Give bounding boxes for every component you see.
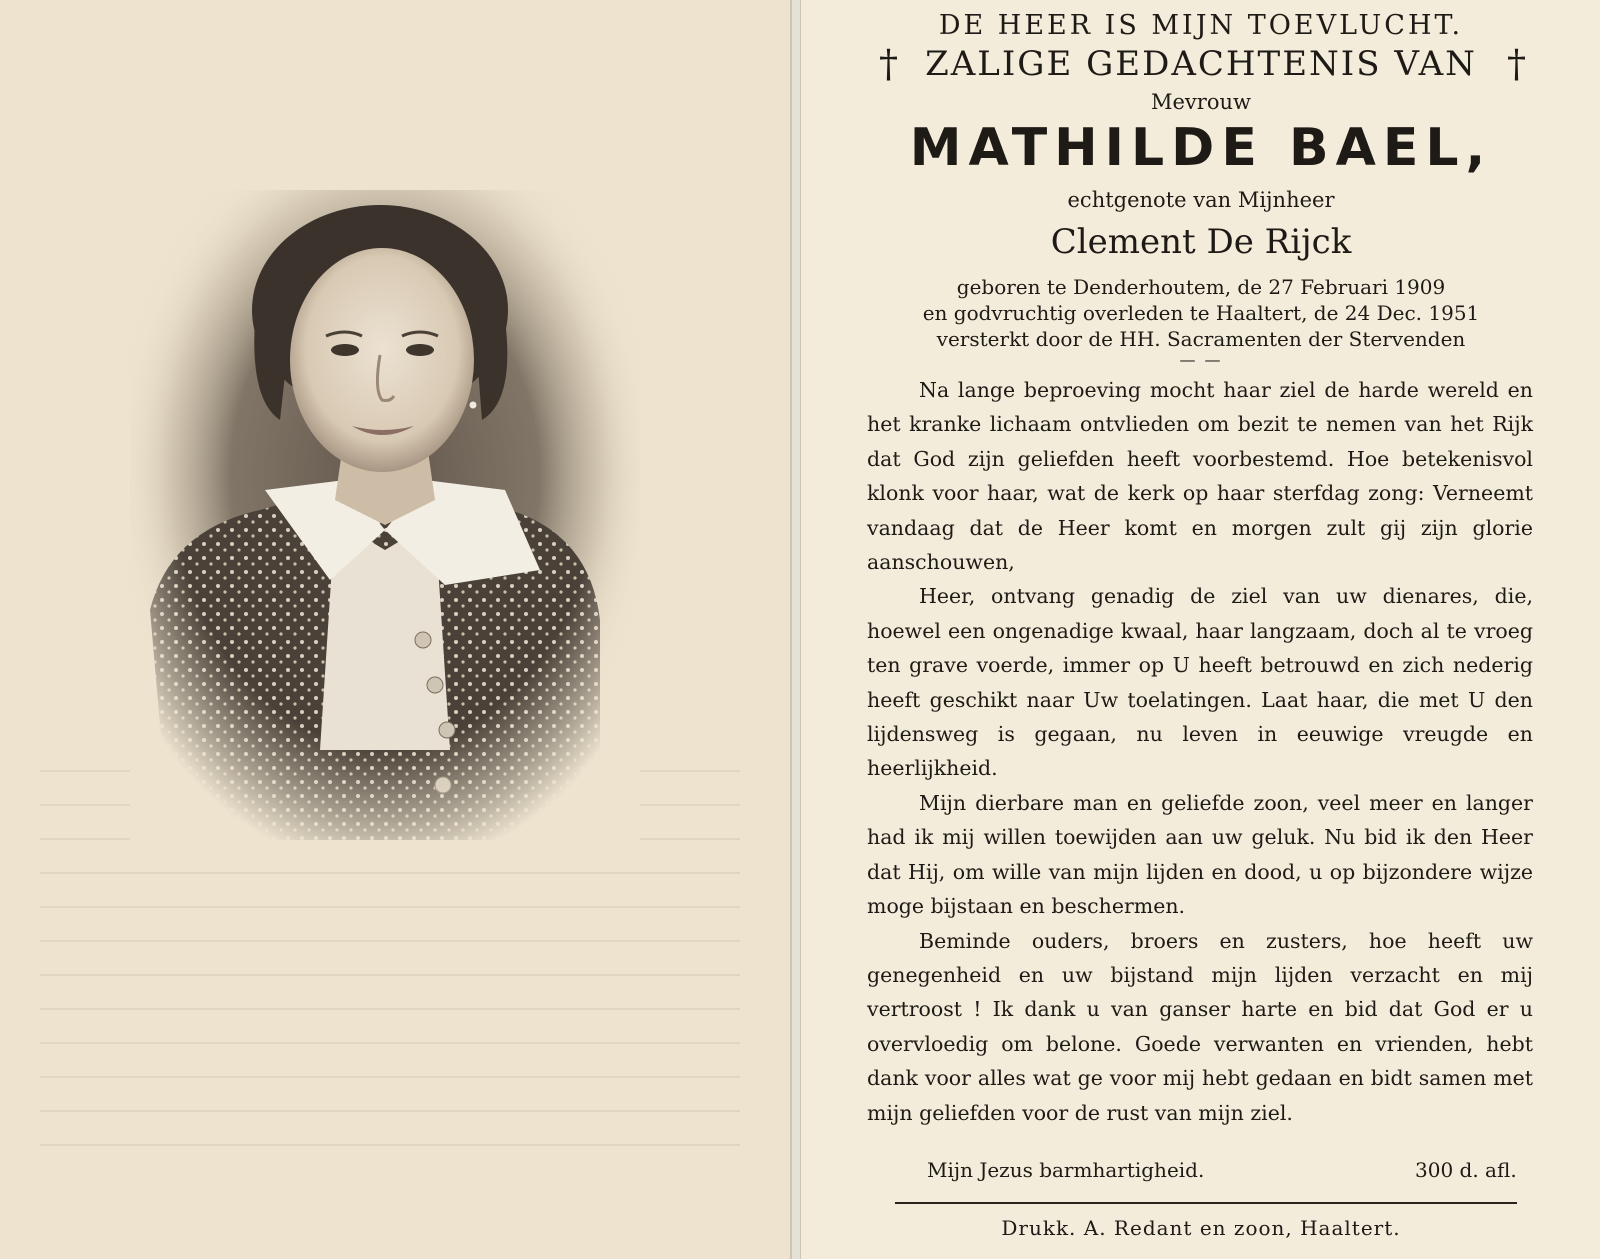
divider: [895, 1202, 1517, 1204]
cross-left-icon: †: [879, 42, 898, 86]
memorial-heading: ZALIGE GEDACHTENIS VAN: [925, 44, 1477, 84]
separator: — —: [1179, 350, 1223, 369]
death-line: en godvruchtig overleden te Haaltert, de 24 Dec. 1951: [922, 301, 1480, 325]
motto: DE HEER IS MIJN TOEVLUCHT.: [938, 10, 1464, 41]
portrait-photo: [130, 190, 640, 870]
memorial-body: [867, 373, 1533, 1130]
paragraph-2: Heer, ontvang genadig de ziel van uw dienares, die, hoewel een ongenadige kwaal, haar langzaam, doch al te vroeg ten grave voerde, immer op U heeft betrouwd en zich nederig heeft geschikt naar Uw toelatingen. Laat haar, die met U den lijdensweg is gegaan, nu leven in eeuwige vreugde en heerlijkheid.: [867, 584, 1533, 781]
indulgence: 300 d. afl.: [1415, 1158, 1517, 1182]
spouse-intro: echtgenote van Mijnheer: [1067, 188, 1335, 212]
paragraph-4: Beminde ouders, broers en zusters, hoe heeft uw genegenheid en uw bijstand mijn lijden verzacht en mij vertroost ! Ik dank u van ganser harte en bid dat God er u overvloedig om belone. Goede verwanten en vrienden, hebt dank voor alles wat ge voor mij hebt gedaan en bidt samen met mijn geliefden voor de rust van mijn ziel.: [867, 928, 1533, 1125]
deceased-name: MATHILDE BAEL,: [909, 118, 1493, 178]
birth-line: geboren te Denderhoutem, de 27 Februari 1909: [956, 275, 1446, 299]
spouse-name: Clement De Rijck: [1050, 222, 1352, 262]
memorial-text-card: [800, 0, 1600, 1259]
portrait-card: [0, 0, 792, 1259]
life-details: [801, 274, 1600, 352]
paragraph-3: Mijn dierbare man en geliefde zoon, veel meer en langer had ik mij willen toewijden aan uw geluk. Nu bid ik den Heer dat Hij, om wille van mijn lijden en dood, u op bijzondere wijze moge bijstaan en beschermen.: [867, 790, 1533, 919]
honorific: Mevrouw: [1151, 90, 1251, 114]
sacraments-line: versterkt door de HH. Sacramenten der Stervenden: [936, 327, 1466, 351]
card-separator: [792, 0, 800, 1259]
invocation: Mijn Jezus barmhartigheid.: [927, 1158, 1205, 1182]
printer-credit: Drukk. A. Redant en zoon, Haaltert.: [1001, 1216, 1401, 1240]
paragraph-1: Na lange beproeving mocht haar ziel de harde wereld en het kranke lichaam ontvlieden om bezit te nemen van het Rijk dat God zijn geliefden heeft voorbestemd. Hoe betekenisvol klonk voor haar, wat de kerk op haar sterfdag zong: Verneemt vandaag dat de Heer komt en morgen zult gij zijn glorie aanschouwen,: [867, 378, 1533, 575]
cross-right-icon: †: [1507, 42, 1526, 86]
